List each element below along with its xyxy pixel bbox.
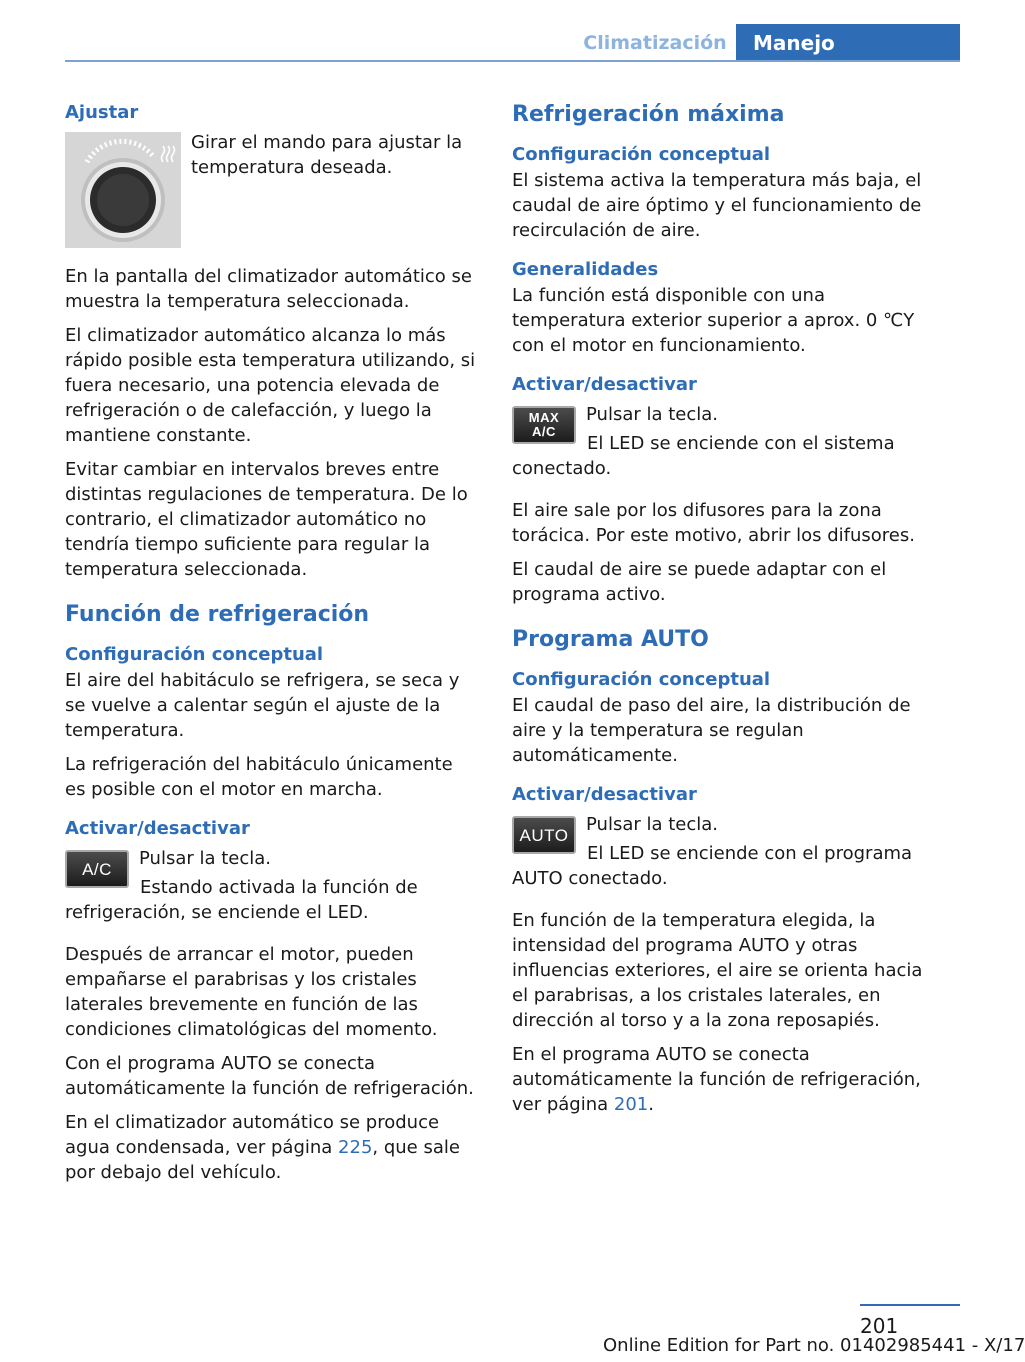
max-ac-button-image <box>512 406 576 444</box>
paragraph: Evitar cambiar en intervalos breves entre distintas regulaciones de temperatura. De lo contrario, el climatizador automático no tendría tiempo suficiente para regular la temperatura seleccionada. <box>65 459 468 580</box>
text: . <box>648 1094 654 1115</box>
auto-key-text: Pulsar la tecla. <box>586 814 719 835</box>
text: En el programa AUTO se conecta automáticamente la función de refrigeración, ver página <box>512 1044 921 1115</box>
max-ac-key-line1: MAX <box>528 410 560 425</box>
max-ac-key-line2: A/C <box>532 424 556 439</box>
max-ac-key-text: Pulsar la tecla. <box>586 404 719 425</box>
ajustar-text: Girar el mando para ajustar la temperatura deseada. <box>191 132 463 178</box>
paragraph: El aire sale por los difusores para la zona torácica. Por este motivo, abrir los difusores. <box>512 500 915 546</box>
text: En el climatizador automático se produce agua condensada, ver página <box>65 1112 440 1158</box>
page-link[interactable]: 225 <box>338 1137 373 1158</box>
left-column <box>65 100 478 1194</box>
subheading-configuracion: Configuración conceptual <box>512 669 771 690</box>
subheading-configuracion: Configuración conceptual <box>65 644 324 665</box>
ajustar-figure-row <box>65 130 478 248</box>
subheading-activar: Activar/desactivar <box>512 784 697 805</box>
paragraph-with-link <box>65 1110 478 1185</box>
paragraph: Con el programa AUTO se conecta automáticamente la función de refrigeración. <box>65 1053 474 1099</box>
paragraph: En función de la temperatura elegida, la intensidad del programa AUTO y otras influencias exteriores, el aire se orienta hacia el parabrisas, a los cristales laterales, en dirección al torso y a la zona reposapiés. <box>512 910 923 1031</box>
header-section-title: Climatización <box>583 32 727 54</box>
section-heading-auto: Programa AUTO <box>512 627 709 652</box>
max-ac-led-text: El LED se enciende con el sistema conectado. <box>512 433 895 479</box>
auto-button-image: AUTO <box>512 816 576 854</box>
paragraph: El climatizador automático alcanza lo más rápido posible esta temperatura utilizando, si fuera necesario, una potencia elevada de refrigeración o de calefacción, y luego la mantiene constante. <box>65 325 476 446</box>
subheading-generalidades: Generalidades <box>512 259 659 280</box>
paragraph: Después de arrancar el motor, pueden empañarse el parabrisas y los cristales laterales brevemente en función de las condiciones climatológicas del momento. <box>65 944 438 1040</box>
footer-rule <box>860 1304 960 1306</box>
subheading-activar: Activar/desactivar <box>65 818 250 839</box>
header-chapter-tab: Manejo <box>736 24 960 62</box>
paragraph: En la pantalla del climatizador automático se muestra la temperatura seleccionada. <box>65 266 472 312</box>
text: , que sale por debajo del vehículo. <box>65 1137 460 1183</box>
paragraph: El caudal de paso del aire, la distribución de aire y la temperatura se regulan automáticamente. <box>512 695 911 766</box>
paragraph: El sistema activa la temperatura más baja, el caudal de aire óptimo y el funcionamiento de recirculación de aire. <box>512 170 922 241</box>
ac-key-text: Pulsar la tecla. <box>139 848 272 869</box>
paragraph: El caudal de aire se puede adaptar con el programa activo. <box>512 559 887 605</box>
header-rule <box>65 60 960 62</box>
right-column <box>512 100 932 1126</box>
ac-led-text: Estando activada la función de refrigeración, se enciende el LED. <box>65 877 418 923</box>
paragraph: La refrigeración del habitáculo únicamente es posible con el motor en marcha. <box>65 754 453 800</box>
edition-note: Online Edition for Part no. 01402985441 - X/17 <box>603 1335 1025 1356</box>
paragraph: El aire del habitáculo se refrigera, se seca y se vuelve a calentar según el ajuste de la temperatura. <box>65 670 460 741</box>
temperature-knob-image <box>65 132 181 248</box>
auto-led-text: El LED se enciende con el programa AUTO conectado. <box>512 843 913 889</box>
paragraph: La función está disponible con una temperatura exterior superior a aprox. 0 ℃Y con el motor en funcionamiento. <box>512 285 915 356</box>
page-link[interactable]: 201 <box>613 1094 649 1115</box>
section-heading-max: Refrigeración máxima <box>512 102 785 127</box>
ac-button-image: A/C <box>65 850 129 888</box>
page-number: 201 <box>860 1314 899 1338</box>
subheading-activar: Activar/desactivar <box>512 374 697 395</box>
ajustar-heading: Ajustar <box>65 102 139 123</box>
paragraph-with-link <box>512 1042 932 1117</box>
section-heading-refrigeracion: Función de refrigeración <box>65 602 370 627</box>
subheading-configuracion: Configuración conceptual <box>512 144 771 165</box>
